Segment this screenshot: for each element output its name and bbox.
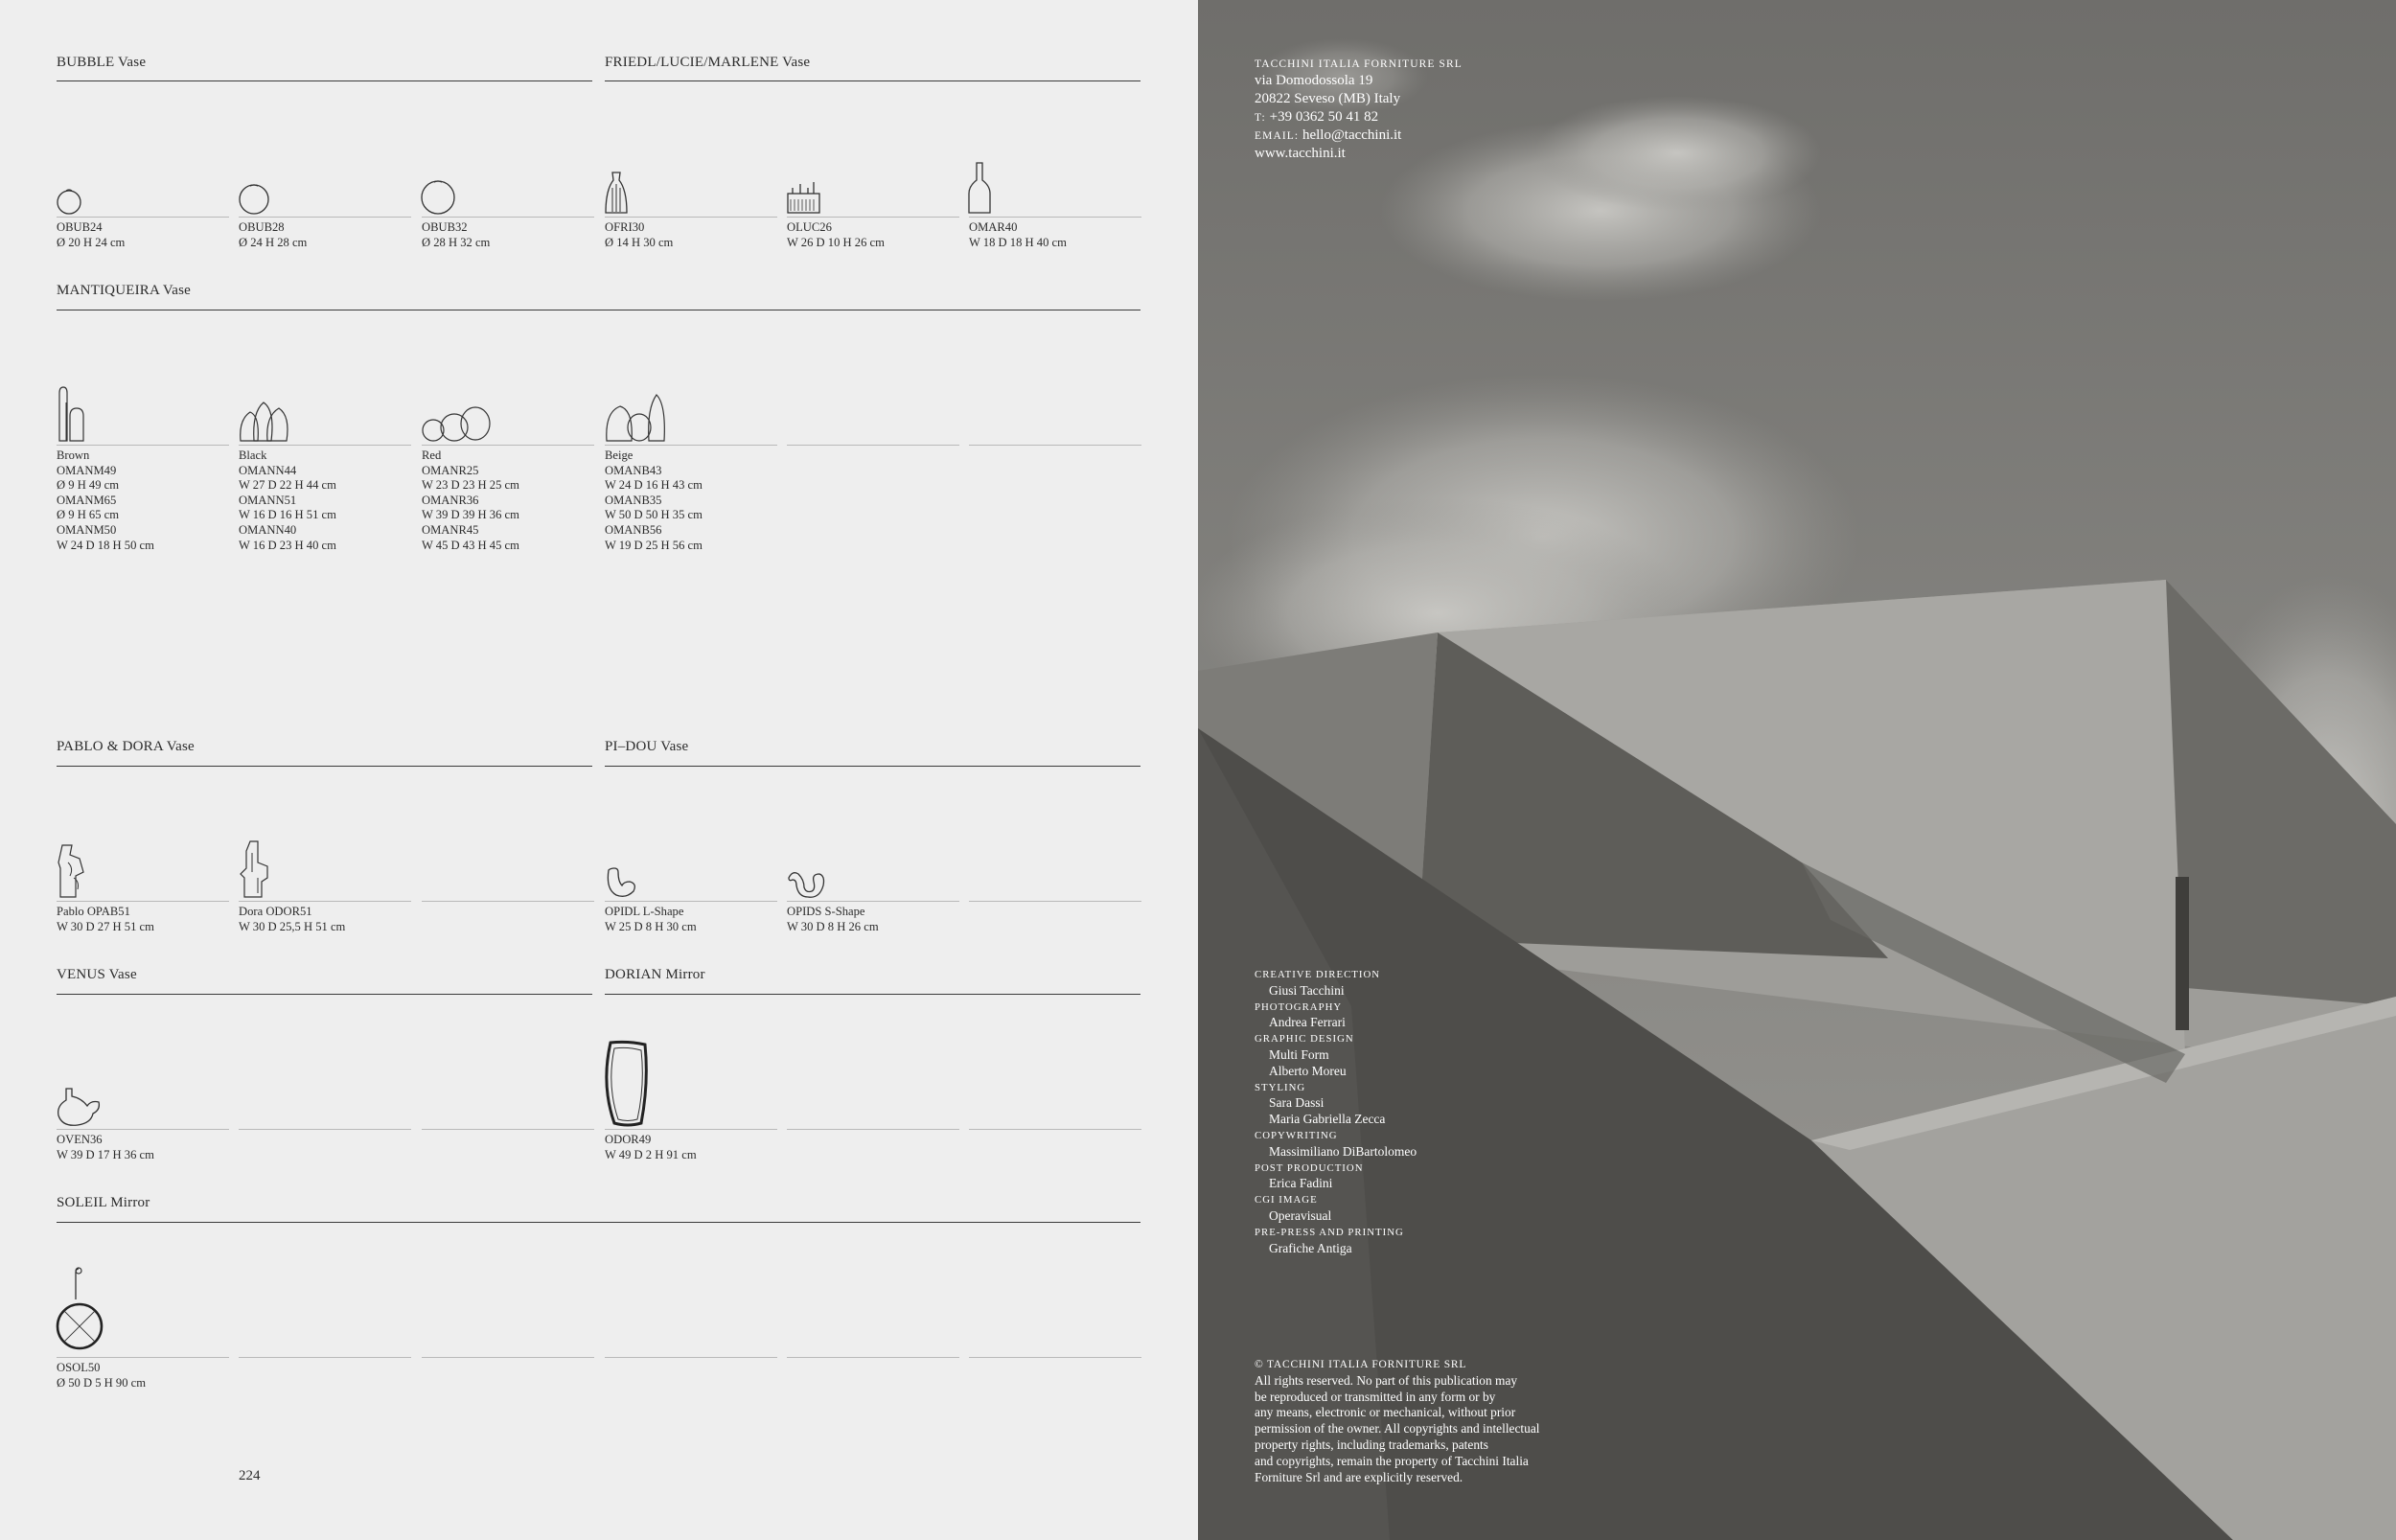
empty-slot-rule: [787, 1129, 959, 1130]
item-line: OMANN40: [239, 522, 297, 537]
company-street: via Domodossola 19: [1255, 73, 1373, 88]
section-title-pablo: PABLO & DORA Vase: [57, 739, 195, 754]
item-line: W 30 D 25,5 H 51 cm: [239, 919, 346, 933]
legal-line: and copyrights, remain the property of Tacchini Italia: [1255, 1453, 1529, 1468]
item-line: W 27 D 22 H 44 cm: [239, 478, 336, 493]
pebble-vases-icon: [57, 383, 229, 445]
item-line: OMANM50: [57, 522, 117, 537]
empty-slot-rule: [787, 1357, 959, 1358]
credit-role: POST PRODUCTION: [1255, 1161, 1364, 1174]
item-line: OPIDS S-Shape: [787, 905, 865, 918]
item-line: W 39 D 17 H 36 cm: [57, 1147, 154, 1161]
item-line: Dora ODOR51: [239, 905, 312, 918]
email-label: EMAIL:: [1255, 130, 1300, 142]
credit-role: STYLING: [1255, 1081, 1306, 1093]
section-title-friedl: FRIEDL/LUCIE/MARLENE Vase: [605, 55, 811, 70]
bud-vase-icon: [787, 153, 959, 217]
section-rule: [605, 766, 1140, 767]
l-shape-vase-icon: [605, 834, 777, 901]
item-rule: [239, 445, 411, 446]
item-line: OBUB32: [422, 220, 468, 234]
item-line: W 50 D 50 H 35 cm: [605, 508, 703, 522]
copyright-line: © TACCHINI ITALIA FORNITURE SRL: [1255, 1359, 1467, 1370]
item-line: OMANR36: [422, 493, 479, 507]
item-line: OMANN44: [239, 463, 297, 477]
company-name: TACCHINI ITALIA FORNITURE SRL: [1255, 58, 1463, 70]
legal-line: All rights reserved. No part of this publication may: [1255, 1372, 1518, 1388]
item-line: W 16 D 16 H 51 cm: [239, 508, 336, 522]
empty-slot-rule: [239, 1129, 411, 1130]
empty-slot-rule: [969, 901, 1141, 902]
item-line: OMANB56: [605, 522, 662, 537]
phone-label: T:: [1255, 112, 1266, 124]
round-vase-icon: [57, 153, 229, 217]
item-line: OVEN36: [57, 1133, 103, 1146]
empty-slot-rule: [239, 1357, 411, 1358]
item-rule: [605, 1129, 777, 1130]
credit-role: PHOTOGRAPHY: [1255, 1000, 1343, 1013]
item-line: OMANB43: [605, 463, 662, 477]
credit-role: GRAPHIC DESIGN: [1255, 1033, 1354, 1046]
credit-person: Sara Dassi: [1269, 1095, 1325, 1111]
item-rule: [787, 901, 959, 902]
item-line: W 23 D 23 H 25 cm: [422, 478, 519, 493]
sculptural-vase-icon: [57, 834, 229, 901]
bottle-vase-icon: [969, 153, 1141, 217]
item-line: Brown: [57, 448, 90, 462]
section-title-dorian: DORIAN Mirror: [605, 967, 705, 982]
empty-slot-rule: [969, 1357, 1141, 1358]
website-link[interactable]: www.tacchini.it: [1255, 146, 1346, 161]
item-line: Ø 9 H 65 cm: [57, 508, 120, 522]
fluted-vase-icon: [605, 153, 777, 217]
section-rule: [605, 80, 1140, 81]
item-line: W 26 D 10 H 26 cm: [787, 235, 885, 249]
item-rule: [605, 445, 777, 446]
credit-person: Operavisual: [1269, 1207, 1332, 1223]
item-rule: [422, 217, 594, 218]
item-line: OPIDL L-Shape: [605, 905, 684, 918]
item-line: OBUB28: [239, 220, 285, 234]
credit-role: CGI IMAGE: [1255, 1194, 1318, 1207]
company-email-line: [1255, 126, 1401, 146]
round-vase-icon: [422, 153, 594, 217]
credit-person: Maria Gabriella Zecca: [1269, 1112, 1386, 1127]
item-line: W 19 D 25 H 56 cm: [605, 538, 703, 552]
section-title-venus: VENUS Vase: [57, 967, 137, 982]
item-rule: [239, 217, 411, 218]
page-number: 224: [239, 1468, 261, 1483]
credit-role: PRE-PRESS AND PRINTING: [1255, 1226, 1404, 1238]
item-line: Beige: [605, 448, 634, 462]
venus-vase-icon: [57, 1054, 229, 1129]
item-rule: [57, 1129, 229, 1130]
credit-person: Andrea Ferrari: [1269, 1015, 1346, 1030]
item-line: OBUB24: [57, 220, 103, 234]
round-mirror-icon: [57, 1265, 229, 1357]
item-rule: [969, 217, 1141, 218]
item-line: OMANM49: [57, 463, 117, 477]
item-rule: [57, 901, 229, 902]
item-line: W 39 D 39 H 36 cm: [422, 508, 519, 522]
item-line: OLUC26: [787, 220, 832, 234]
empty-slot-rule: [605, 1357, 777, 1358]
item-line: W 49 D 2 H 91 cm: [605, 1147, 697, 1161]
item-line: W 30 D 8 H 26 cm: [787, 919, 879, 933]
item-line: W 30 D 27 H 51 cm: [57, 919, 154, 933]
item-line: W 16 D 23 H 40 cm: [239, 538, 336, 552]
credits-block: [1255, 967, 1417, 1256]
item-line: OMANB35: [605, 493, 662, 507]
credit-person: Alberto Moreu: [1269, 1063, 1347, 1078]
item-rule: [239, 901, 411, 902]
item-line: W 24 D 16 H 43 cm: [605, 478, 703, 493]
email-link[interactable]: hello@tacchini.it: [1302, 127, 1402, 143]
credit-role: COPYWRITING: [1255, 1129, 1338, 1141]
item-line: OMANR25: [422, 463, 479, 477]
legal-line: Forniture Srl and are explicitly reserved.: [1255, 1469, 1463, 1484]
item-line: OMANN51: [239, 493, 297, 507]
phone-number[interactable]: +39 0362 50 41 82: [1269, 109, 1379, 125]
pebble-vases-icon: [239, 383, 411, 445]
section-rule: [57, 766, 592, 767]
sculptural-vase-icon: [239, 834, 411, 901]
legal-line: property rights, including trademarks, patents: [1255, 1437, 1488, 1452]
legal-line: any means, electronic or mechanical, without prior: [1255, 1405, 1516, 1420]
s-shape-vase-icon: [787, 834, 959, 901]
item-rule: [605, 901, 777, 902]
pebble-vases-icon: [605, 383, 777, 445]
item-rule: [605, 217, 777, 218]
empty-slot-rule: [787, 445, 959, 446]
item-rule: [422, 445, 594, 446]
item-rule: [57, 445, 229, 446]
architecture-photo: [1198, 0, 2396, 1540]
item-rule: [787, 217, 959, 218]
item-line: Black: [239, 448, 267, 462]
item-rule: [57, 217, 229, 218]
item-line: W 45 D 43 H 45 cm: [422, 538, 519, 552]
section-title-mantiqueira: MANTIQUEIRA Vase: [57, 283, 191, 298]
item-line: OFRI30: [605, 220, 645, 234]
section-title-pidou: PI–DOU Vase: [605, 739, 689, 754]
item-line: OMANR45: [422, 522, 479, 537]
credit-person: Massimiliano DiBartolomeo: [1269, 1143, 1417, 1159]
empty-slot-rule: [969, 1129, 1141, 1130]
credit-person: Giusi Tacchini: [1269, 982, 1345, 998]
item-line: Ø 20 H 24 cm: [57, 235, 126, 249]
item-line: Ø 24 H 28 cm: [239, 235, 308, 249]
section-rule: [605, 994, 1140, 995]
round-vase-icon: [239, 153, 411, 217]
empty-slot-rule: [422, 1357, 594, 1358]
section-rule: [57, 994, 592, 995]
item-line: W 24 D 18 H 50 cm: [57, 538, 154, 552]
item-line: Ø 28 H 32 cm: [422, 235, 491, 249]
credit-person: Grafiche Antiga: [1269, 1240, 1352, 1255]
legal-notice: [1255, 1357, 1540, 1485]
empty-slot-rule: [969, 445, 1141, 446]
section-title-soleil: SOLEIL Mirror: [57, 1195, 150, 1210]
legal-line: be reproduced or transmitted in any form or by: [1255, 1389, 1496, 1404]
legal-line: permission of the owner. All copyrights and intellectual: [1255, 1421, 1540, 1437]
photo-page: [1198, 0, 2396, 1540]
item-line: W 25 D 8 H 30 cm: [605, 919, 697, 933]
item-rule: [57, 1357, 229, 1358]
credit-person: Erica Fadini: [1269, 1176, 1333, 1191]
item-line: OMANM65: [57, 493, 117, 507]
item-line: ODOR49: [605, 1133, 652, 1146]
company-phone-line: [1255, 108, 1378, 127]
company-city: 20822 Seveso (MB) Italy: [1255, 91, 1401, 106]
empty-slot-rule: [422, 901, 594, 902]
item-line: Ø 50 D 5 H 90 cm: [57, 1375, 147, 1390]
mirror-icon: [605, 1035, 777, 1129]
pebble-vases-icon: [422, 383, 594, 445]
item-line: OSOL50: [57, 1361, 101, 1374]
section-rule: [57, 1222, 1140, 1223]
credit-role: CREATIVE DIRECTION: [1255, 969, 1381, 980]
section-title-bubble: BUBBLE Vase: [57, 55, 147, 70]
item-line: Ø 9 H 49 cm: [57, 478, 120, 493]
item-line: Pablo OPAB51: [57, 905, 130, 918]
item-line: W 18 D 18 H 40 cm: [969, 235, 1067, 249]
credit-person: Multi Form: [1269, 1046, 1329, 1062]
item-line: OMAR40: [969, 220, 1018, 234]
empty-slot-rule: [422, 1129, 594, 1130]
item-line: Red: [422, 448, 442, 462]
section-rule: [57, 80, 592, 81]
item-line: Ø 14 H 30 cm: [605, 235, 674, 249]
